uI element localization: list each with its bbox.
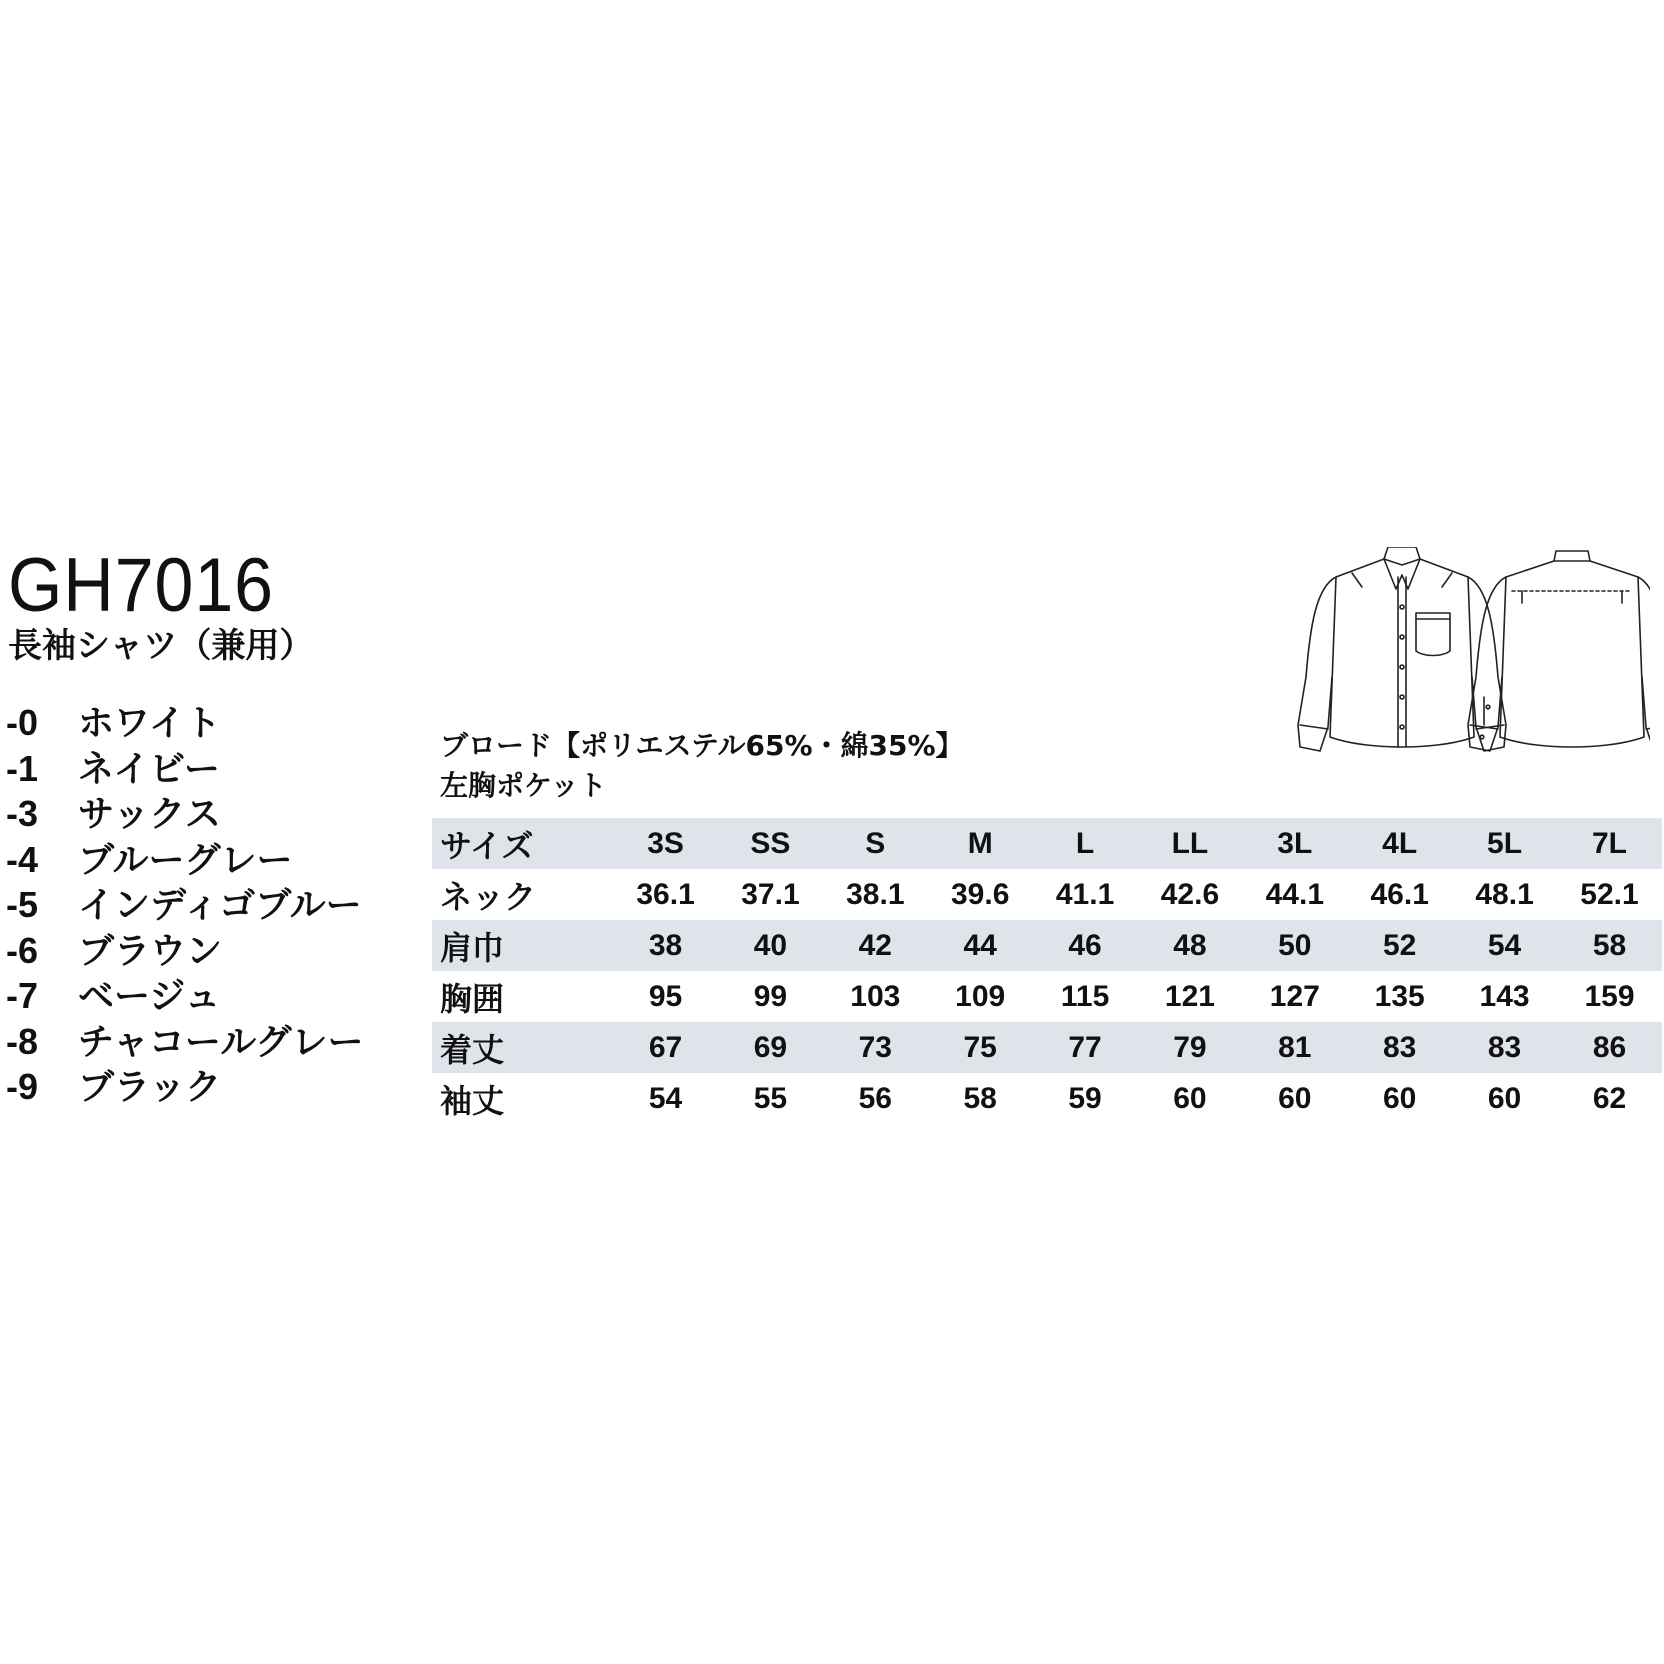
color-item: [6, 882, 363, 928]
value-cell: 44: [963, 928, 997, 962]
color-code: -9: [6, 1066, 39, 1107]
color-code: -0: [6, 702, 39, 743]
value-cell: 135: [1374, 979, 1425, 1013]
value-cell: 56: [858, 1081, 892, 1115]
value-cell: 36.1: [636, 877, 695, 911]
value-cell: 41.1: [1055, 877, 1115, 911]
color-code: -8: [6, 1020, 39, 1062]
size-cell: 3S: [647, 826, 684, 860]
value-cell: 79: [1173, 1030, 1207, 1064]
size-cell: SS: [750, 826, 791, 860]
value-cell: 46.1: [1370, 877, 1429, 911]
value-cell: 54: [648, 1081, 683, 1115]
value-cell: 121: [1164, 979, 1215, 1013]
fabric-material: ブロード【ポリエステル65%・綿35%】: [440, 729, 964, 762]
color-name: ベージュ: [78, 976, 221, 1017]
size-cell: 3L: [1277, 826, 1313, 860]
value-cell: 103: [850, 979, 901, 1013]
color-code: -4: [6, 838, 39, 880]
value-cell: 55: [753, 1081, 788, 1115]
value-cell: 86: [1592, 1030, 1627, 1064]
row-label: 肩巾: [440, 928, 505, 967]
value-cell: 48.1: [1475, 877, 1534, 911]
color-name: チャコールグレー: [78, 1021, 364, 1063]
value-cell: 38.1: [846, 877, 905, 911]
product-name: 長袖シャツ（兼用）: [8, 626, 314, 666]
row-label: 胸囲: [440, 979, 505, 1018]
value-cell: 44.1: [1265, 877, 1324, 911]
color-code: -3: [6, 793, 39, 834]
value-cell: 54: [1487, 928, 1522, 962]
value-cell: 83: [1487, 1030, 1522, 1064]
value-cell: 159: [1584, 979, 1635, 1013]
value-cell: 62: [1592, 1081, 1627, 1115]
table-row: [432, 869, 1662, 920]
table-row: [432, 920, 1662, 971]
size-cell: 4L: [1382, 826, 1418, 860]
color-name: サックス: [78, 794, 221, 835]
size-table: [432, 818, 1662, 1124]
color-item: [6, 700, 363, 746]
value-cell: 59: [1068, 1081, 1102, 1115]
table-row: [432, 1022, 1662, 1073]
color-item: [6, 1064, 363, 1110]
color-list: [6, 700, 363, 1110]
shirt-illustration: [1292, 547, 1650, 799]
color-code: -7: [6, 975, 39, 1016]
size-header-row: [432, 818, 1662, 869]
size-cell: L: [1075, 826, 1095, 860]
value-cell: 73: [858, 1030, 892, 1064]
color-name: ブルーグレー: [78, 839, 293, 881]
color-name: ネイビー: [78, 748, 220, 790]
color-code: -5: [6, 884, 39, 925]
value-cell: 83: [1383, 1030, 1417, 1064]
value-cell: 67: [648, 1030, 683, 1064]
shirt-front-icon: [1298, 547, 1506, 751]
value-cell: 48: [1173, 928, 1207, 962]
row-label: 袖丈: [440, 1081, 505, 1120]
value-cell: 58: [1592, 928, 1627, 962]
value-cell: 60: [1383, 1081, 1417, 1115]
row-label: サイズ: [440, 826, 534, 865]
value-cell: 58: [963, 1081, 997, 1115]
value-cell: 60: [1278, 1081, 1312, 1115]
color-code: -6: [6, 929, 39, 971]
size-cell: LL: [1171, 826, 1209, 860]
value-cell: 40: [753, 928, 788, 962]
color-item: [6, 973, 363, 1019]
value-cell: 109: [955, 979, 1006, 1013]
color-item: [6, 746, 363, 792]
color-item: [6, 1019, 363, 1065]
value-cell: 42.6: [1160, 877, 1220, 911]
size-cell: 7L: [1591, 826, 1627, 860]
size-cell: M: [967, 826, 993, 860]
color-item: [6, 791, 363, 837]
value-cell: 52.1: [1580, 877, 1639, 911]
row-label: 着丈: [440, 1030, 505, 1069]
value-cell: 60: [1173, 1081, 1207, 1115]
size-cell: S: [865, 826, 886, 860]
value-cell: 37.1: [741, 877, 800, 911]
fabric-info: [440, 726, 964, 806]
value-cell: 60: [1487, 1081, 1522, 1115]
value-cell: 99: [753, 979, 788, 1013]
color-code: -1: [6, 747, 39, 789]
value-cell: 81: [1278, 1030, 1312, 1064]
value-cell: 39.6: [950, 877, 1010, 911]
fabric-feature: 左胸ポケット: [440, 769, 607, 802]
value-cell: 69: [753, 1030, 788, 1064]
row-label: ネック: [440, 877, 537, 916]
value-cell: 95: [648, 979, 683, 1013]
value-cell: 75: [963, 1030, 997, 1064]
value-cell: 115: [1060, 979, 1110, 1013]
product-code: GH7016: [8, 543, 274, 628]
color-item: [6, 928, 363, 974]
color-item: [6, 837, 363, 883]
color-name: ブラック: [78, 1067, 222, 1108]
value-cell: 127: [1269, 979, 1320, 1013]
value-cell: 143: [1479, 979, 1530, 1013]
value-cell: 46: [1068, 928, 1102, 962]
size-cell: 5L: [1487, 826, 1523, 860]
value-cell: 77: [1068, 1030, 1102, 1064]
color-name: インディゴブルー: [78, 885, 362, 926]
table-row: [432, 1073, 1662, 1124]
table-row: [432, 971, 1662, 1022]
value-cell: 52: [1383, 928, 1417, 962]
value-cell: 50: [1278, 928, 1312, 962]
color-name: ブラウン: [78, 930, 223, 972]
value-cell: 38: [648, 928, 683, 962]
color-name: ホワイト: [78, 703, 221, 744]
value-cell: 42: [858, 928, 892, 962]
